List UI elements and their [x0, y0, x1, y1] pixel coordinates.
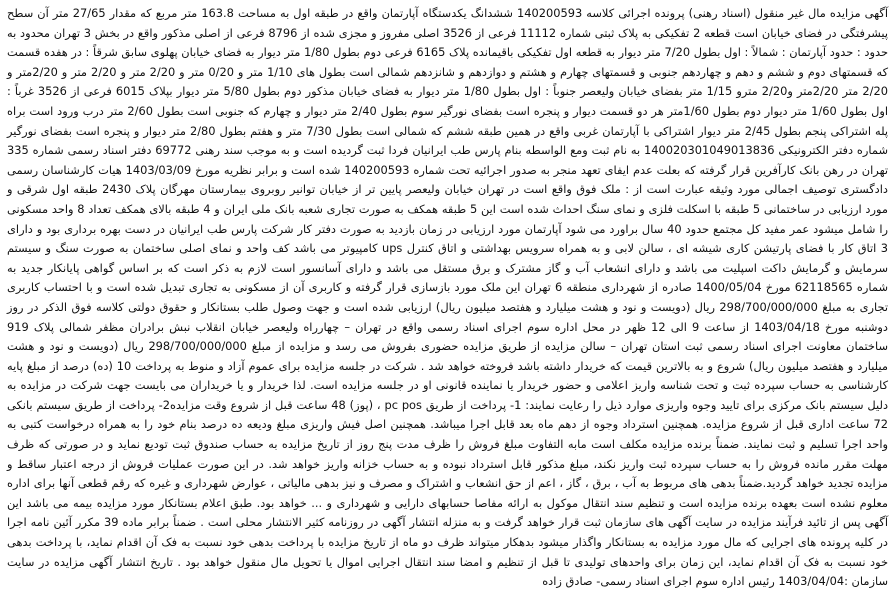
auction-notice-text: آگهی مزایده مال غیر منقول (اسناد رهنی) پرونده اجرائی کلاسه 140200593 ششدانگ یکدستگاه آپارتمان واقع در طبقه اول به مساحت 163.8 متر مربع که مقدار 27/65 متر آن سطح پیشرفتگی در فضای خیابان است قطعه 2 تفکیکی به پلاک ثبتی شماره 11112 فرعی از 3526 اصلی مفروز و مجزی شده از 8796 فرعی از اصلی مذکور واقع در بخش 3 تهران محدود به حدود : حدود آپارتمان : شمالاً : اول بطول 7/20 متر دیوار به قطعه اول تفکیکی باقیمانده پلاک 6165 فرعی دوم بطول 1/80 متر دیوار به فضای خیابان پهلوی سابق شرقاً : در هفده قسمت که قسمتهای دوم و ششم و دهم و چهاردهم جنوبی و قسمتهای چهارم و هشتم و دوازدهم و شانزدهم شمالی است بطول های 1/10 متر و 0/20 متر و 2/20 متر و 2/20 متر و 2/20متر و 2/20 متر 2/20متر و2/20 مترو 1/15 متر بفضای خیابان ولیعصر جنوباً : اول بطول 1/80 متر دیوار به فضای خیابان مذکور دوم بطول 5/80 متر دیوار بپلاک 6015 فرعی از 3526 غرباً : اول بطول 1/60 متر دیوار دوم بطول 1/60متر هر دو قسمت دیوار و پنجره است بفضای نورگیر سوم بطول 2/40 متر دیوار و چهارم که جنوبی است بطول 2/60 متر درب ورود است براه پله اشتراکی پنجم بطول 2/45 متر دیوار اشتراکی با آپارتمان غربی واقع در همین طبقه ششم که شمالی است بطول 7/30 متر و هفتم بطول 2/80 متر دیوار و پنجره است بفضای نورگیر شماره دفتر الکترونیکی 140020301049013836 به نام ثبت ومع الواسطه بنام پارس طب ایرانیان فردا ثبت گردیده است و به موجب سند رهنی 69772 دفتر اسناد رسمی شماره 335 تهران در رهن بانک کارآفرین قرار گرفته که بعلت عدم ایفای تعهد منجر به صدور اجرائیه تحت شماره 140200593 شده است و برابر نظریه مورخ 1403/03/09 هیات کارشناسان رسمی دادگستری توصیف اجمالی مورد وثیقه عبارت است از : ملک فوق واقع است در تهران خیابان ولیعصر پایین تر از خیابان توانیر روبروی بیمارستان مهرگان پلاک 2430 طبقه اول شرقی و مورد ارزیابی در ساختمانی 5 طبقه با اسکلت فلزی و نمای سنگ احداث شده است این 5 طبقه همکف به صورت تجاری شعبه بانک ملی ایران و 4 طبقه بالای همکف تعداد 8 واحد مسکونی را شامل میشود عمر مفید کل مجتمع حدود 40 سال براورد می شود آپارتمان مورد ارزیابی در زمان بازدید به صورت دفتر کار شرکت پارس طب ایرانیان در دست بهره برداری بود و دارای 3 اتاق کار با فضای پارتیشن کاری شیشه ای ، سالن لابی و به همراه سرویس بهداشتی و اتاق کنترل ups کامپیوتر می باشد کف واحد و نمای اصلی ساختمان به صورت سنگ و سیستم سرمایش و گرمایش داکت اسپلیت می باشد و دارای انشعاب آب و گاز مشترک و برق مستقل می باشد و دارای آسانسور است لازم به ذکر است که بر اساس گواهی پایانکار جدید به شماره 62118565 مورخ 1400/05/04 صادره از شهرداری منطقه 6 تهران این ملک مورد بازسازی قرار گرفته و کاربری آن از مسکونی به تجاری تبدیل شده است و با احتساب کاربری تجاری به مبلغ 298/700/000/000 ریال (دویست و نود و هشت میلیارد و هفتصد میلیون ریال) ارزیابی شده است و جهت وصول طلب بستانکار و حقوق دولتی کلاسه فوق الذکر در روز دوشنبه مورخ 1403/04/18 از ساعت 9 الی 12 ظهر در محل اداره سوم اجرای اسناد رسمی واقع در تهران – چهارراه ولیعصر خیابان انقلاب نبش برادران مظفر شمالی پلاک 919 ساختمان معاونت اجرای اسناد رسمی ثبت استان تهران – سالن مزایده از طریق مزایده حضوری بفروش می رسد و مزایده از مبلغ 298/700/000/000 ریال (دویست و نود و هشت میلیارد و هفتصد میلیون ریال) شروع و به بالاترین قیمت که خریدار داشته باشد فروخته خواهد شد . شرکت در جلسه مزایده برای عموم آزاد و منوط به پرداخت 10 (ده) درصد از مبلغ پایه کارشناسی به حساب سپرده ثبت و تحت شناسه واریز اعلامی و حضور خریدار یا نماینده قانونی او در جلسه مزایده است. لذا خریدار و یا خریداران می بایست جهت شرکت در مزایده به دلیل سیستم بانک مرکزی برای تایید وجوه واریزی موارد ذیل را رعایت نمایند: 1- پرداخت از طریق pc pos ، (پوز) 48 ساعت قبل از شروع وقت مزایده2- پرداخت از طریق سیستم بانکی 72 ساعت اداری قبل از شروع مزایده. همچنین استرداد وجوه از دهم ماه بعد قابل اجرا میباشد. همچنین اصل فیش واریزی مبلغ ودیعه ده درصد بنام خود را به همراه درخواست کتبی به واحد اجرا تسلیم و ثبت نمایند. ضمناً برنده مزایده مکلف است مابه التفاوت مبلغ فروش را ظرف مدت پنج روز از تاریخ مزایده به حساب صندوق ثبت تودیع نماید و در صورتی که ظرف مهلت مقرر مانده فروش را به حساب سپرده ثبت واریز نکند، مبلغ مذکور قابل استرداد نبوده و به حساب خزانه واریز خواهد شد. در این صورت عملیات فروش از درجه اعتبار ساقط و مزایده تجدید خواهد گردید.ضمناً بدهی های مربوط به آب ، برق ، گاز ، اعم از حق انشعاب و اشتراک و مصرف و نیز بدهی مالیاتی ، عوارض شهرداری و غیره که رقم قطعی آنها برای اداره معلوم نشده است بعهده برنده مزایده است و تنظیم سند انتقال موکول به ارائه مفاصا حسابهای دارایی و شهرداری و ... خواهد بود. طبق اعلام بستانکار مورد مزایده بیمه می باشد این آگهی پس از تائید فرآیند مزایده در سایت آگهی های سازمان ثبت قرار خواهد گرفت و به منزله انتشار آگهی در روزنامه کثیر الانتشار محلی است . ضمناً برابر ماده 39 مکرر آئین نامه اجرا در کلیه پرونده های اجرایی که مال مورد مزایده به بستانکار واگذار میشود بدهکار میتواند ظرف دو ماه از تاریخ مزایده با پرداخت بدهی خود نسبت به فک آن اقدام نماید، با پرداخت بدهی خود نسبت به فک آن اقدام نماید، این زمان برای واحدهای تولیدی تا قبل از تنظیم و امضا سند انتقال اجرایی اموال یا تحویل مال منقول خواهد بود . تاریخ انتشار آگهی مزایده در سایت سازمان :1403/04/04 رئیس اداره سوم اجرای اسناد رسمی- صادق زاده [7, 6, 889, 589]
